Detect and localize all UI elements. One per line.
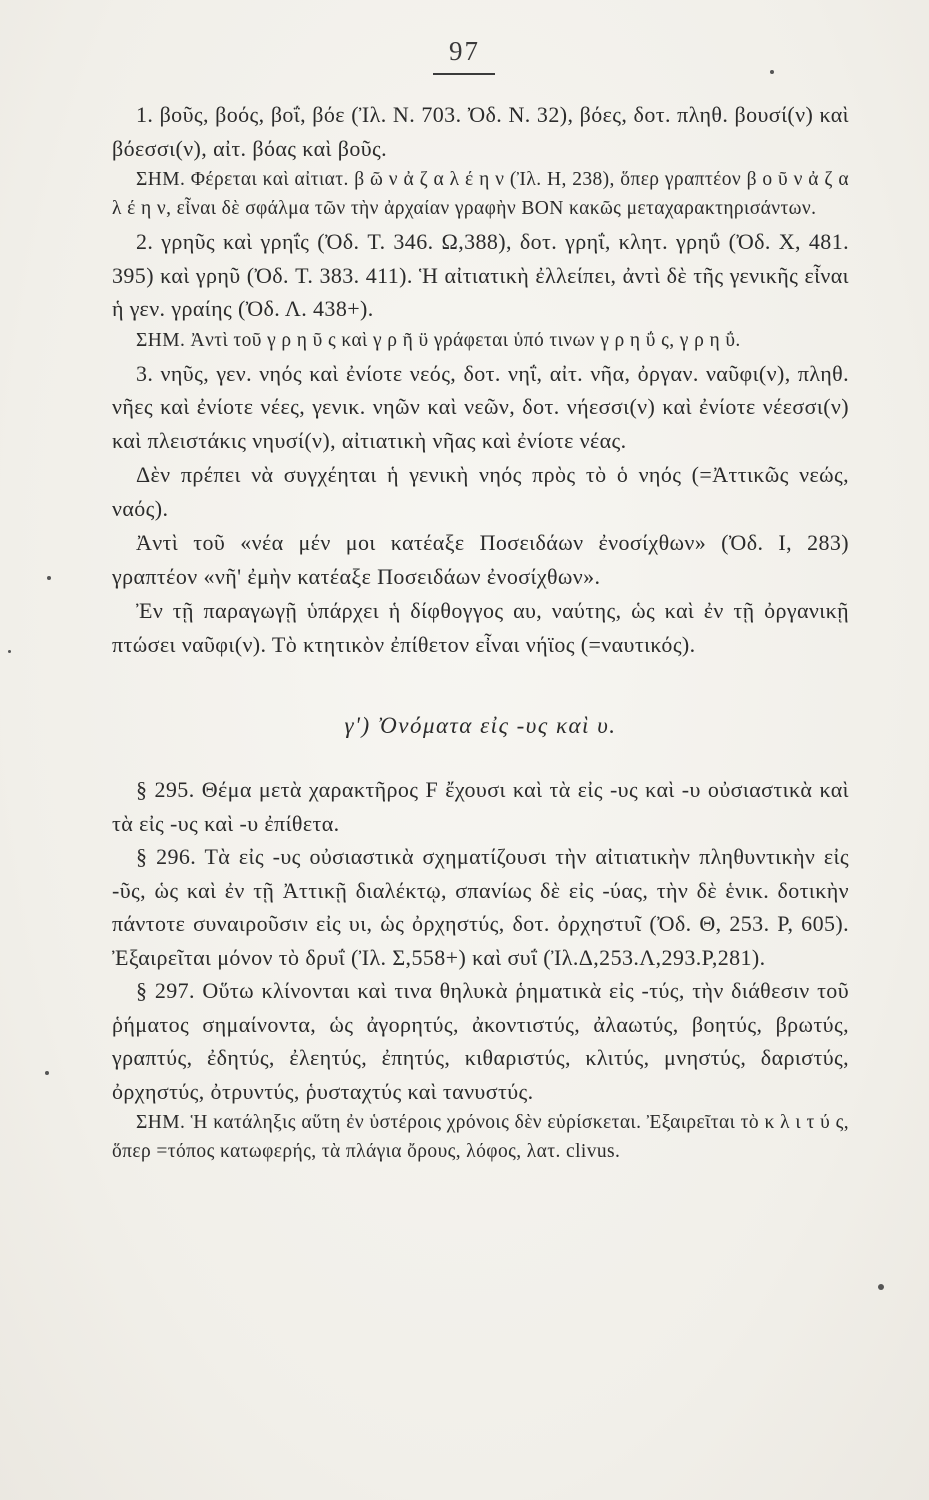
paragraph-nehus: 3. νηῦς, γεν. νηός καὶ ἐνίοτε νεός, δοτ. νηΐ, αἰτ. νῆα, ὀργαν. ναῦφι(ν), πληθ. νῆες καὶ ἐνίοτε νέες, γενικ. νηῶν καὶ νεῶν, δοτ. νήεσσι(ν) καὶ ἐνίοτε νέεσσι(ν) καὶ πλειστάκις νηυσί(ν), αἰτιατικὴ νῆας καὶ ἐνίοτε νέας. [112, 360, 849, 453]
text-body [112, 98, 849, 1166]
scan-speck [878, 1284, 884, 1290]
paragraph-section-296: § 296. Τὰ εἰς -υς οὐσιαστικὰ σχηματίζουσι τὴν αἰτιατικὴν πληθυντικὴν εἰς -ῦς, ὡς καὶ ἐν τῇ Ἀττικῇ διαλέκτῳ, σπανίως δὲ εἰς -ύας, τὴν δὲ ἑνικ. δοτικὴν πάντοτε συναιροῦσιν εἰς υι, ὡς ὀρχηστύς, δοτ. ὀρχηστυῖ (Ὀδ. Θ, 253. P, 605). Ἐξαιρεῖται μόνον τὸ δρυΐ (Ἰλ. Σ,558+) καὶ συΐ (Ἰλ.Δ,253.Λ,293.P,281). [112, 844, 849, 970]
note-bon-azaleen: ΣΗΜ. Φέρεται καὶ αἰτιατ. β ῶ ν ἀ ζ α λ έ η ν (Ἰλ. H, 238), ὅπερ γραπτέον β ο ῦ ν ἀ ζ α λ έ η ν, εἶναι δὲ σφάλμα τῶν τὴν ἀρχαίαν γραφὴν BOΝ κακῶς μεταχαρακτηρισάντων. [112, 169, 849, 219]
scan-speck [8, 650, 11, 653]
section-title: γ') Ὀνόματα εἰς -υς καὶ υ. [344, 713, 617, 738]
paragraph-nea-correction: Ἀντὶ τοῦ «νέα μέν μοι κατέαξε Ποσειδάων ἐνοσίχθων» (Ὀδ. I, 283) γραπτέον «νῆ' ἐμὴν κατέαξε Ποσειδάων ἐνοσίχθων». [112, 530, 849, 589]
note-klitus: ΣΗΜ. Ἡ κατάληξις αὕτη ἐν ὑστέροις χρόνοις δὲν εὑρίσκεται. Ἐξαιρεῖται τὸ κ λ ι τ ύ ς, ὅπερ =τόπος κατωφερής, τὰ πλάγια ὄρους, λόφος, λατ. clivus. [112, 1112, 849, 1162]
paragraph-grehus: 2. γρηῦς καὶ γρηΐς (Ὀδ. T. 346. Ω,388), δοτ. γρηΐ, κλητ. γρηΰ (Ὀδ. X, 481. 395) καὶ γρηῦ (Ὀδ. T. 383. 411). Ἡ αἰτιατικὴ ἐλλείπει, ἀντὶ δὲ τῆς γενικῆς εἶναι ἡ γεν. γραίης (Ὀδ. Λ. 438+). [112, 229, 849, 321]
page-number: 97 [449, 36, 480, 66]
paragraph-section-297: § 297. Οὕτω κλίνονται καὶ τινα θηλυκὰ ῥηματικὰ εἰς -τύς, τὴν διάθεσιν τοῦ ῥήματος σημαίνοντα, ὡς ἀγορητύς, ἀκοντιστύς, ἀλαωτύς, βοητύς, βρωτύς, γραπτύς, ἐδητύς, ἐλεητύς, ἐπητύς, κιθαριστύς, κλιτύς, μνηστύς, δαριστύς, ὀρχηστύς, ὀτρυντύς, ῥυσταχτύς καὶ τανυστύς. [112, 978, 849, 1104]
header-rule [433, 73, 495, 75]
paragraph-bous: 1. βοῦς, βοός, βοΐ, βόε (Ἰλ. N. 703. Ὀδ. N. 32), βόες, δοτ. πληθ. βουσί(ν) καὶ βόεσσι(ν), αἰτ. βόας καὶ βοῦς. [112, 102, 849, 161]
paragraph-derivation: Ἐν τῇ παραγωγῇ ὑπάρχει ἡ δίφθογγος αυ, ναύτης, ὡς καὶ ἐν τῇ ὀργανικῇ πτώσει ναῦφι(ν). Τὸ κτητικὸν ἐπίθετον εἶναι νήϊος (=ναυτικός). [112, 598, 849, 657]
paragraph-neos-warning: Δὲν πρέπει νὰ συγχέηται ἡ γενικὴ νηός πρὸς τὸ ὁ νηός (=Ἀττικῶς νεώς, ναός). [112, 462, 849, 521]
scan-speck [770, 70, 774, 74]
scan-speck [47, 576, 51, 580]
paragraph-section-295: § 295. Θέμα μετὰ χαρακτῆρος F ἔχουσι καὶ τὰ εἰς -υς καὶ -υ οὐσιαστικὰ καὶ τὰ εἰς -υς καὶ -υ ἐπίθετα. [112, 777, 849, 836]
scan-speck [45, 1071, 49, 1075]
note-grehus: ΣΗΜ. Ἀντὶ τοῦ γ ρ η ῦ ς καὶ γ ρ ῆ ϋ γράφεται ὑπό τινων γ ρ η ΰ ς, γ ρ η ΰ. [136, 329, 741, 351]
